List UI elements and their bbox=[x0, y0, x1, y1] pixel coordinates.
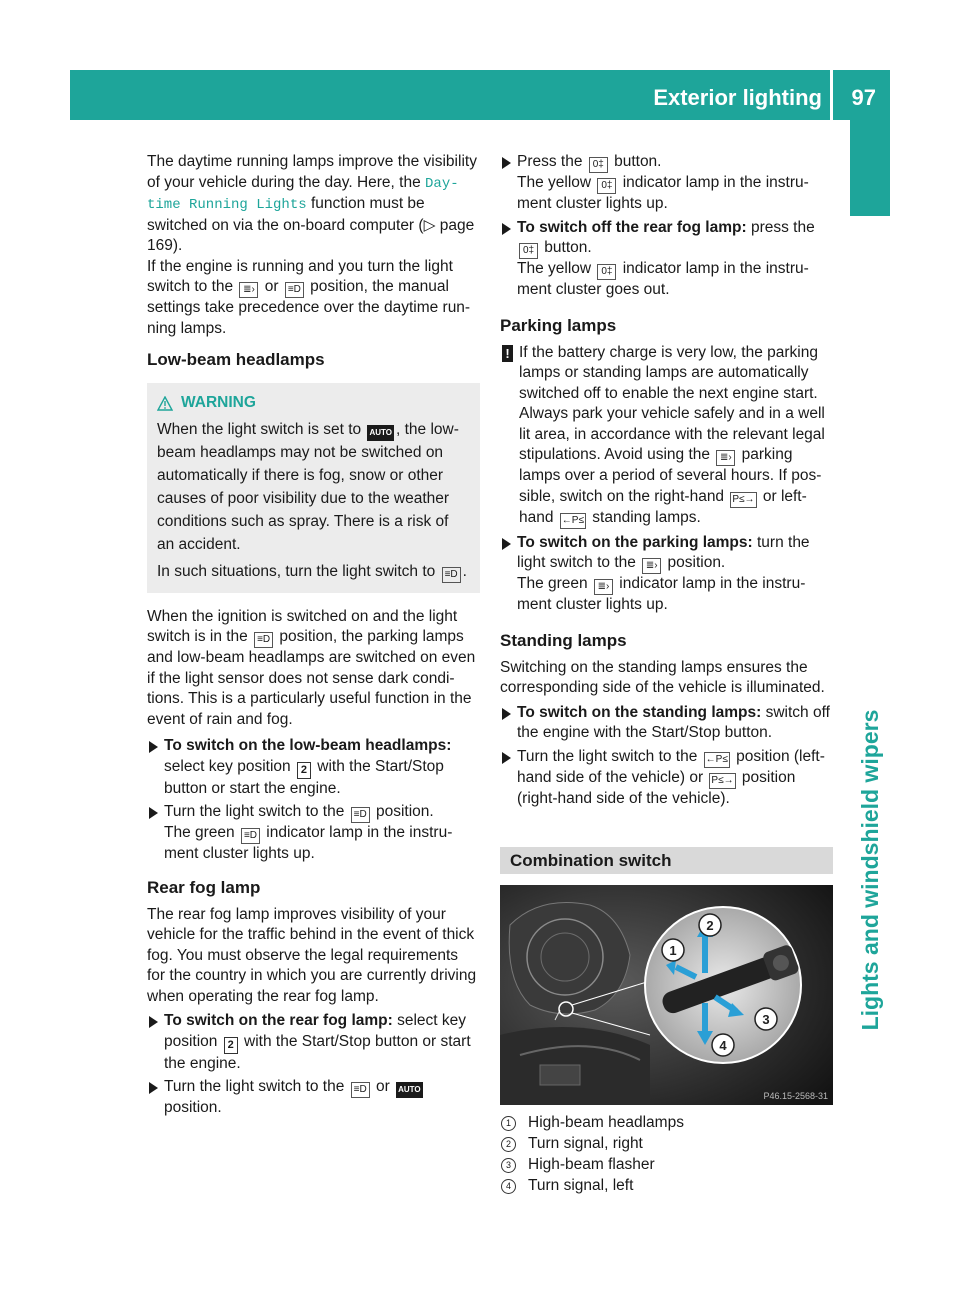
legend-number-icon: 4 bbox=[501, 1179, 516, 1194]
text: with the Start/Stop button or start the engine. bbox=[164, 757, 444, 797]
figure-code: P46.15-2568-31 bbox=[763, 1091, 828, 1101]
section-heading: Parking lamps bbox=[500, 315, 617, 335]
step-title: To switch off the rear fog lamp: bbox=[517, 218, 747, 236]
text: The green bbox=[517, 575, 592, 592]
text: select key position bbox=[164, 1012, 467, 1050]
auto-icon: AUTO bbox=[396, 1082, 423, 1098]
text: or bbox=[260, 278, 283, 295]
page-ref-link[interactable]: page 169). bbox=[147, 216, 475, 254]
text: position, the manual settings take precedence over the daytime run- ning lamps. bbox=[147, 278, 471, 337]
legend-item bbox=[500, 1155, 833, 1176]
callout-1: 1 bbox=[669, 943, 677, 958]
rear-fog-lamp-icon: 0‡ bbox=[589, 157, 608, 173]
figure-legend bbox=[500, 1113, 833, 1197]
legend-label: High-beam flasher bbox=[528, 1156, 655, 1174]
step-arrow-icon bbox=[502, 752, 511, 764]
step-title: To switch on the rear fog lamp: bbox=[164, 1012, 393, 1029]
low-beam-icon: ≡D bbox=[351, 1082, 370, 1098]
step-arrow-icon bbox=[149, 741, 158, 753]
chapter-title: Exterior lighting bbox=[653, 85, 822, 110]
warning-triangle-icon bbox=[157, 396, 173, 411]
legend-item bbox=[500, 1176, 833, 1197]
text: indicator lamp in the instru- ment cluster goes out. bbox=[517, 260, 809, 298]
section-heading: Standing lamps bbox=[500, 630, 627, 650]
page-header bbox=[70, 70, 890, 120]
instruction-step bbox=[500, 747, 833, 810]
warning-box bbox=[147, 383, 480, 593]
step-arrow-icon bbox=[149, 807, 158, 819]
step-arrow-icon bbox=[502, 708, 511, 720]
text: The yellow bbox=[517, 260, 596, 277]
text: If the engine is running and you turn the light switch to the bbox=[147, 257, 453, 295]
step-title: To switch on the low-beam headlamps: bbox=[164, 737, 452, 754]
text: function must be switched on via the on-board computer ( bbox=[147, 195, 425, 234]
low-beam-icon: ≡D bbox=[285, 282, 304, 298]
text: button. bbox=[609, 153, 662, 170]
legend-label: Turn signal, left bbox=[528, 1177, 634, 1195]
text: position (right-hand side of the vehicle). bbox=[517, 768, 796, 807]
side-section-label: Lights and windshield wipers bbox=[857, 709, 883, 1031]
instruction-step bbox=[147, 1011, 480, 1074]
key-position-icon: 2 bbox=[297, 762, 311, 779]
parking-lamp-icon: ≣› bbox=[716, 450, 735, 466]
text: When the ignition is switched on and the light switch is in the bbox=[147, 607, 458, 645]
text: Turn the light switch to the bbox=[164, 803, 349, 820]
step-arrow-icon bbox=[149, 1082, 158, 1094]
legend-number-icon: 1 bbox=[501, 1116, 516, 1131]
parking-lamp-icon: ≣› bbox=[239, 282, 258, 298]
step-title: To switch on the standing lamps: bbox=[517, 703, 762, 721]
step-arrow-icon bbox=[502, 223, 511, 235]
warning-label: WARNING bbox=[181, 394, 256, 411]
text: press the bbox=[746, 218, 815, 236]
text: Press the bbox=[517, 153, 587, 170]
text: The green bbox=[164, 824, 239, 841]
text: parking lamps over a period of several hours. If pos- sible, switch on the right-hand bbox=[519, 446, 822, 505]
text: , the low-beam headlamps may not be switched on automatically if there is fog, snow or other causes of poor visibility due to the weather conditions such as spray. There is a risk of an accident. bbox=[157, 420, 459, 553]
step-arrow-icon bbox=[502, 538, 511, 550]
text: The daytime running lamps improve the visibility of your vehicle during the day. Here, the bbox=[147, 153, 477, 191]
text: switch off the engine with the Start/Stop button. bbox=[517, 703, 830, 741]
header-divider bbox=[830, 70, 833, 120]
text: position. bbox=[663, 554, 726, 571]
section-heading: Rear fog lamp bbox=[147, 877, 261, 897]
text: standing lamps. bbox=[587, 508, 701, 526]
low-beam-icon: ≡D bbox=[254, 632, 273, 648]
legend-label: Turn signal, right bbox=[528, 1135, 643, 1153]
engine-paragraph bbox=[147, 257, 480, 340]
text: or left- hand bbox=[519, 487, 807, 526]
text: . bbox=[462, 562, 467, 580]
text: Turn the light switch to the bbox=[164, 1078, 349, 1095]
key-position-icon: 2 bbox=[224, 1037, 238, 1054]
auto-icon: AUTO bbox=[367, 425, 394, 441]
rear-fog-lamp-icon: 0‡ bbox=[519, 243, 538, 259]
low-beam-icon: ≡D bbox=[351, 807, 370, 823]
right-column bbox=[500, 152, 833, 1197]
side-tab-marker bbox=[850, 120, 890, 216]
step-title: To switch on the parking lamps: bbox=[517, 533, 753, 551]
rear-fog-lamp-icon: 0‡ bbox=[597, 178, 616, 194]
left-column bbox=[147, 152, 480, 1119]
callout-4: 4 bbox=[719, 1038, 727, 1053]
parking-lamp-icon: ≣› bbox=[642, 558, 661, 574]
low-beam-icon: ≡D bbox=[442, 567, 461, 583]
text: position. bbox=[164, 1099, 222, 1116]
standing-lamp-right-icon: P≤→ bbox=[709, 773, 735, 789]
legend-label: High-beam headlamps bbox=[528, 1114, 684, 1132]
text: indicator lamp in the instru- ment cluster lights up. bbox=[517, 174, 809, 212]
text: button. bbox=[540, 239, 592, 256]
rear-fog-lamp-icon: 0‡ bbox=[597, 264, 616, 280]
instruction-step bbox=[147, 802, 480, 865]
text: In such situations, turn the light switch to bbox=[157, 562, 440, 580]
text: If the battery charge is very low, the parking lamps or standing lamps are automatically switched off to enable the next engine start. Always park your vehicle safely and in a well lit area, in accordance with the relevant legal stipulations. Avoid using the bbox=[519, 343, 825, 463]
combination-switch-illustration bbox=[500, 885, 833, 1105]
standing-lamp-left-icon: ←P≤ bbox=[704, 752, 730, 768]
fog-paragraph: The rear fog lamp improves visibility of your vehicle for the traffic behind in the event of thick fog. You must observe the legal requirements for the country in which you are currently driving when operating the rear fog lamp. bbox=[147, 905, 477, 1005]
ignition-paragraph bbox=[147, 607, 480, 731]
low-beam-icon: ≡D bbox=[241, 828, 260, 844]
warning-text bbox=[157, 560, 470, 583]
standing-lamp-right-icon: P≤→ bbox=[730, 492, 756, 508]
text: indicator lamp in the instru- ment cluster lights up. bbox=[517, 575, 806, 613]
daytime-running-lights-link[interactable]: Day‐ time Running Lights bbox=[147, 175, 459, 213]
instruction-step bbox=[147, 1077, 480, 1119]
text: with the Start/Stop button or start the engine. bbox=[164, 1032, 471, 1072]
instruction-step bbox=[500, 533, 833, 616]
callout-3: 3 bbox=[762, 1012, 770, 1027]
instruction-step bbox=[500, 218, 833, 301]
parking-lamp-icon: ≣› bbox=[594, 579, 613, 595]
text: When the light switch is set to bbox=[157, 420, 366, 438]
text: indicator lamp in the instru- ment cluster lights up. bbox=[164, 824, 453, 862]
legend-number-icon: 3 bbox=[501, 1158, 516, 1173]
text: or bbox=[371, 1078, 395, 1095]
intro-paragraph bbox=[147, 152, 480, 257]
page-ref-icon: ▷ bbox=[423, 216, 436, 234]
legend-item bbox=[500, 1134, 833, 1155]
legend-item bbox=[500, 1113, 833, 1134]
callout-2: 2 bbox=[706, 918, 714, 933]
legend-number-icon: 2 bbox=[501, 1137, 516, 1152]
standing-paragraph: Switching on the standing lamps ensures the corresponding side of the vehicle is illuminated. bbox=[500, 658, 825, 696]
step-arrow-icon bbox=[502, 157, 511, 169]
step-arrow-icon bbox=[149, 1016, 158, 1028]
text: Turn the light switch to the bbox=[517, 747, 702, 765]
caution-icon: ! bbox=[502, 345, 513, 362]
standing-lamp-left-icon: ←P≤ bbox=[560, 513, 586, 529]
warning-title bbox=[157, 393, 470, 414]
page-number: 97 bbox=[851, 85, 876, 110]
text: The yellow bbox=[517, 174, 596, 191]
warning-text bbox=[157, 418, 470, 556]
instruction-step bbox=[147, 736, 480, 799]
section-bar: Combination switch bbox=[500, 847, 833, 874]
section-heading: Low-beam headlamps bbox=[147, 350, 325, 369]
instruction-step bbox=[500, 703, 833, 744]
text: select key position bbox=[164, 757, 295, 775]
text: position, the parking lamps and low-beam headlamps are switched on even if the light sensor does not sense dark condi- tions. This is a particularly useful function in the event of rain and fog. bbox=[147, 628, 476, 728]
text: position (left- hand side of the vehicle) or bbox=[517, 747, 825, 786]
combination-switch-figure bbox=[500, 885, 833, 1105]
caution-note bbox=[500, 343, 833, 529]
text: turn the light switch to the bbox=[517, 533, 810, 571]
text: position. bbox=[371, 803, 434, 820]
instruction-step bbox=[500, 152, 833, 215]
